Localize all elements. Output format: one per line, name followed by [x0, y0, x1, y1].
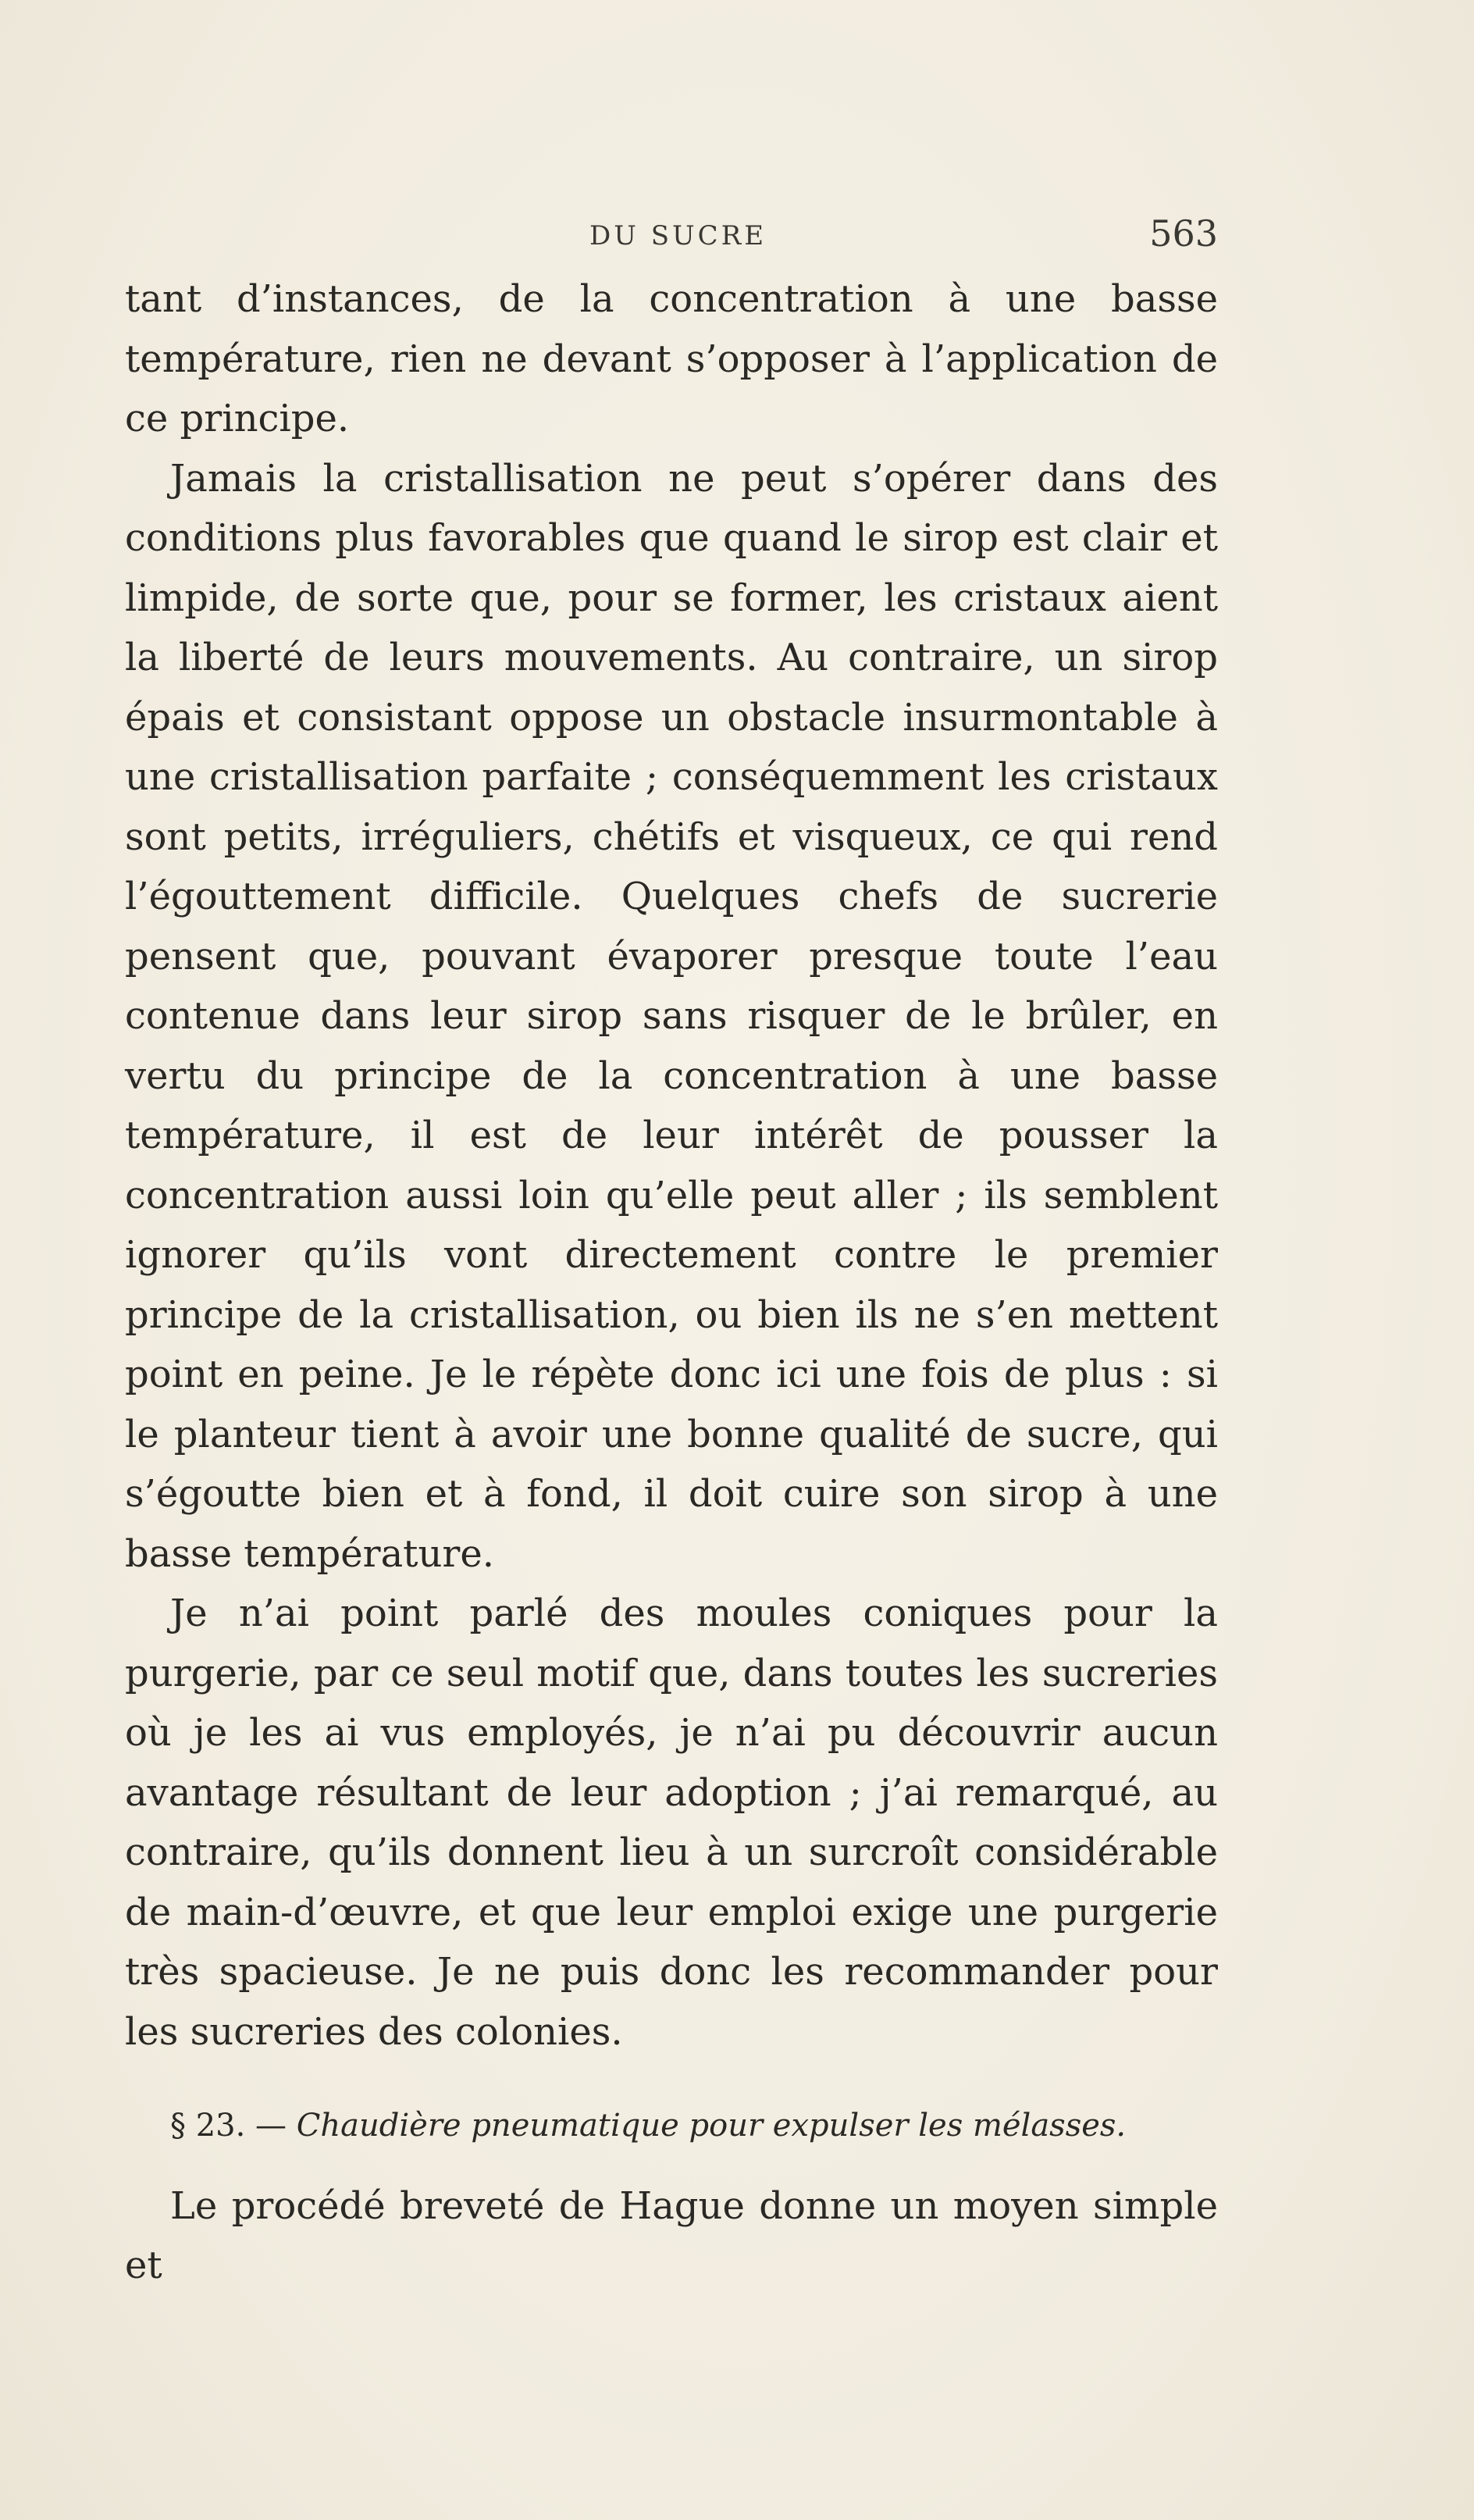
paragraph-hague-process: Le procédé breveté de Hague donne un moyen simple et — [125, 2183, 1218, 2287]
paragraph-continuation: tant d’instances, de la concentration à une basse température, rien ne devant s’opposer à l’application de ce principe. — [125, 277, 1218, 440]
section-number: § 23. — — [170, 2108, 287, 2144]
section-heading — [125, 2096, 1218, 2156]
paragraph-crystallisation: Jamais la cristallisation ne peut s’opérer dans des conditions plus favorables que quand le sirop est clair et limpide, de sorte que, pour se former, les cristaux aient la liberté de leurs mouvements. Au contraire, un sirop épais et consistant oppose un obstacle insurmontable à une cristallisation parfaite ; conséquemment les cristaux sont petits, irréguliers, chétifs et visqueux, ce qui rend l’égouttement difficile. Quelques chefs de sucrerie pensent que, pouvant évaporer presque toute l’eau contenue dans leur sirop sans risquer de le brûler, en vertu du principe de la concentration à une basse température, il est de leur intérêt de pousser la concentration aussi loin qu’elle peut aller ; ils semblent ignorer qu’ils vont directement contre le premier principe de la cristallisation, ou bien ils ne s’en mettent point en peine. Je le répète donc ici une fois de plus : si le planteur tient à avoir une bonne qualité de sucre, qui s’égoutte bien et à fond, il doit cuire son sirop à une basse température. — [125, 456, 1218, 1576]
paragraph-conical-moulds: Je n’ai point parlé des moules coniques pour la purgerie, par ce seul motif que, dans toutes les sucreries où je les ai vus employés, je n’ai pu découvrir aucun avantage résultant de leur adoption ; j’ai remarqué, au contraire, qu’ils donnent lieu à un surcroît considérable de main-d’œuvre, et que leur emploi exige une purgerie très spacieuse. Je ne puis donc les recommander pour les sucreries des colonies. — [125, 1591, 1218, 2054]
page-header — [125, 205, 1218, 259]
page-number: 563 — [1149, 212, 1218, 255]
running-head: DU SUCRE — [589, 220, 767, 251]
body-text — [125, 269, 1218, 2296]
section-title: Chaudière pneumatique pour expulser les mélasses. — [296, 2108, 1127, 2144]
